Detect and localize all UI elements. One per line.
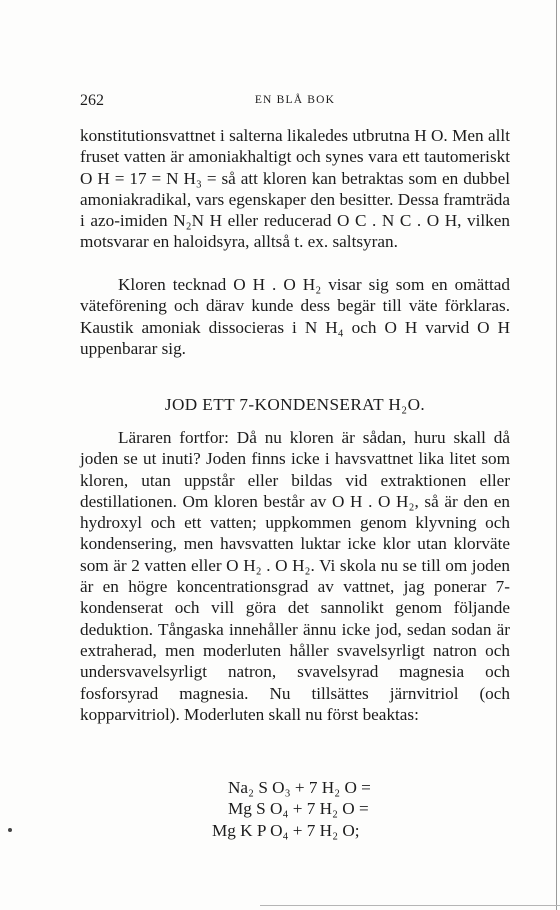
page-edge-bottom: [260, 905, 560, 906]
ink-speck: [8, 828, 12, 832]
formula-line: Na₂ S O₃ + 7 H₂ O =: [228, 778, 371, 797]
page-edge-right: [556, 0, 557, 910]
paragraph-continued: konstitutionsvattnet i salterna likaledes utbrutna H O. Men allt fruset vatten är amoniakhaltigt och synes vara ett tautomeriskt O H = 17 = N H₃ = så att kloren kan betraktas som en dubbel amoniakradikal, vars egenskaper den besitter. Dessa framträda i azo-imiden N₂N H eller reducerad O C . N C . O H, vilken motsvarar en haloidsyra, alltså t. ex. saltsyran.: [80, 126, 510, 252]
section-heading: JOD ETT 7-KONDENSERAT H₂O.: [164, 395, 426, 414]
formula-block: [180, 777, 440, 841]
paragraph-chlorine: Kloren tecknad O H . O H₂ visar sig som en omättad väteförening och därav kunde dess begär till väte förklaras. Kaustik amoniak dissocieras i N H₄ och O H varvid O H uppenbarar sig.: [80, 275, 510, 358]
formula-line: Mg S O₄ + 7 H₂ O =: [228, 799, 369, 819]
running-head: EN BLÅ BOK: [254, 94, 336, 106]
page-number: 262: [80, 92, 104, 109]
formula-line: Mg K P O₄ + 7 H₂ O;: [212, 820, 360, 840]
paragraph-iodine: Läraren fortfor: Då nu kloren är sådan, huru skall då joden se ut inuti? Joden finns icke i havsvattnet lika litet som kloren, utan uppstår eller bildas vid extraktionen eller destillationen. Om kloren består av O H . O H₂, så är den en hydroxyl och ett vatten; uppkommen genom klyvning och kondensering, men havsvatten luktar icke klor utan klorväte som är 2 vatten eller O H₂ . O H₂. Vi skola nu se till om joden är en högre koncentrationsgrad av vattnet, jag ponerar 7-kondenserat och vill göra det sannolikt genom följande deduktion. Tångaska innehåller ännu icke jod, sedan sodan är extraherad, men moderluten håller svavelsyrligt natron och undersvavelsyrligt natron, svavelsyrad magnesia och fosforsyrad magnesia. Nu tillsättes järnvitriol (och kopparvitriol). Moderluten skall nu först beaktas:: [80, 428, 510, 724]
page-header: [80, 92, 510, 112]
